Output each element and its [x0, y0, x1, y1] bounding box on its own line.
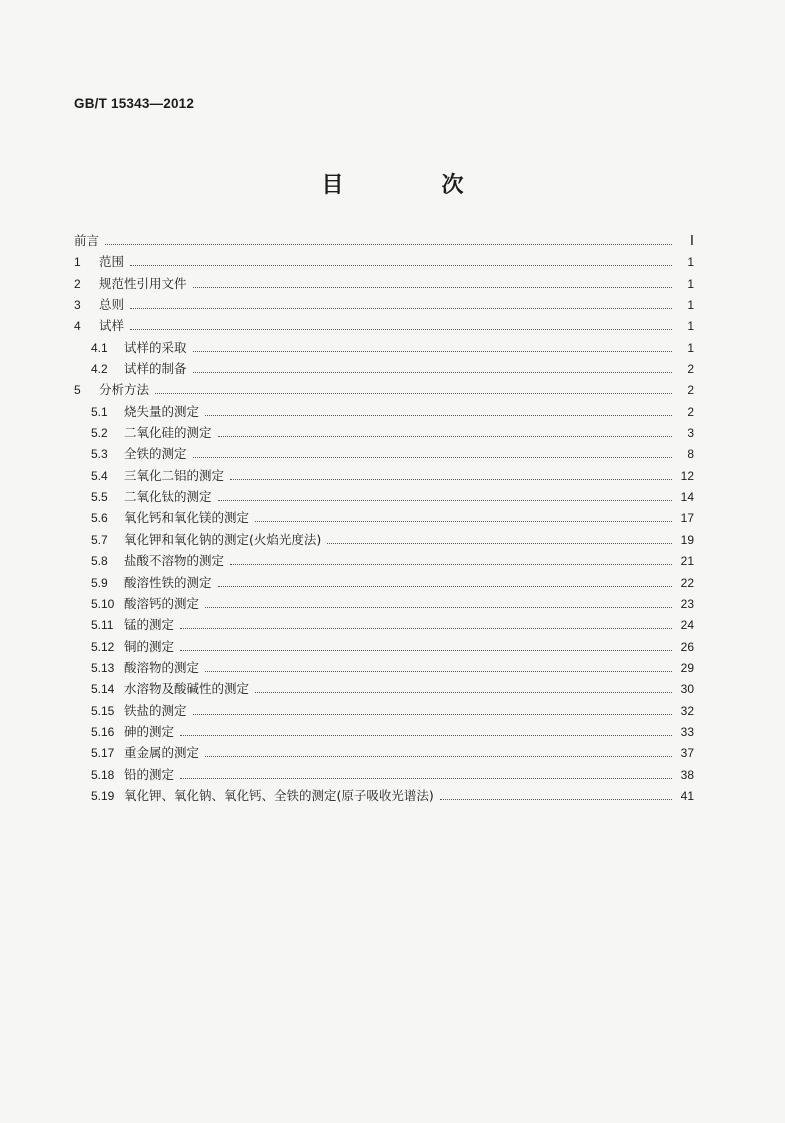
page-title: 目 次	[321, 173, 502, 198]
toc-entry-number: 5.15	[91, 703, 115, 718]
toc-entry[interactable]	[74, 573, 694, 594]
toc-entry-title: 铁盐的测定	[124, 702, 187, 718]
toc-entry[interactable]	[74, 615, 694, 636]
toc-entry[interactable]	[74, 423, 694, 444]
toc-entry[interactable]	[74, 338, 694, 359]
toc-entry-title: 酸溶钙的测定	[124, 595, 200, 611]
toc-entry-title: 总则	[99, 297, 125, 313]
toc-entry-number: 5.6	[91, 511, 108, 526]
toc-entry-title: 试样	[99, 318, 125, 334]
toc-entry-number: 5	[74, 383, 81, 398]
toc-entry-page: 1	[687, 319, 694, 334]
toc-entry-title: 全铁的测定	[124, 446, 187, 462]
toc-entry-page: 24	[680, 618, 694, 633]
toc-entry-title: 氧化钾、氧化钠、氧化钙、全铁的测定(原子吸收光谱法)	[124, 787, 434, 803]
toc-entry-number: 2	[74, 276, 81, 291]
dot-leader	[205, 671, 672, 672]
toc-entry-page: 26	[680, 639, 694, 654]
dot-leader	[193, 372, 672, 373]
toc-entry-page: 22	[680, 575, 694, 590]
toc-entry-title: 酸溶性铁的测定	[124, 574, 212, 590]
toc-entry-number: 5.8	[91, 554, 108, 569]
dot-leader	[193, 457, 672, 458]
toc-entry-title: 试样的制备	[124, 361, 187, 377]
toc-entry[interactable]	[74, 402, 694, 423]
toc-entry[interactable]	[74, 765, 694, 786]
toc-entry-page: 2	[687, 362, 694, 377]
toc-entry-title: 三氧化二铝的测定	[124, 467, 225, 483]
toc-entry-page: 33	[680, 724, 694, 739]
toc-entry-page: 21	[680, 554, 694, 569]
dot-leader	[130, 308, 672, 309]
toc-entry-title: 铜的测定	[124, 638, 175, 654]
toc-entry[interactable]	[74, 679, 694, 700]
toc-entry-number: 5.7	[91, 532, 108, 547]
toc-entry-page: 1	[687, 340, 694, 355]
dot-leader	[218, 500, 672, 501]
dot-leader	[230, 564, 672, 565]
table-of-contents	[74, 231, 694, 807]
toc-entry-title: 氧化钙和氧化镁的测定	[124, 510, 250, 526]
toc-entry-page: 38	[680, 767, 694, 782]
toc-entry-page: 30	[680, 682, 694, 697]
dot-leader	[155, 393, 672, 394]
toc-entry-number: 5.9	[91, 575, 108, 590]
toc-entry[interactable]	[74, 743, 694, 764]
toc-entry-number: 5.17	[91, 746, 115, 761]
toc-entry-title: 二氧化钛的测定	[124, 489, 212, 505]
dot-leader	[180, 650, 672, 651]
toc-entry[interactable]	[74, 252, 694, 273]
dot-leader	[205, 415, 672, 416]
dot-leader	[105, 244, 672, 245]
toc-entry-title: 重金属的测定	[124, 745, 200, 761]
toc-entry-number: 4	[74, 319, 81, 334]
toc-entry-title: 水溶物及酸碱性的测定	[124, 681, 250, 697]
dot-leader	[180, 778, 672, 779]
dot-leader	[218, 436, 672, 437]
toc-entry-title: 二氧化硅的测定	[124, 425, 212, 441]
toc-entry[interactable]	[74, 786, 694, 807]
toc-entry[interactable]	[74, 551, 694, 572]
toc-entry-number: 5.1	[91, 404, 108, 419]
toc-entry-page: 29	[680, 660, 694, 675]
toc-entry[interactable]	[74, 359, 694, 380]
toc-entry[interactable]	[74, 594, 694, 615]
toc-entry-number: 3	[74, 298, 81, 313]
toc-entry-number: 5.14	[91, 682, 115, 697]
toc-entry-title: 铅的测定	[124, 766, 175, 782]
dot-leader	[230, 479, 672, 480]
toc-entry[interactable]	[74, 444, 694, 465]
dot-leader	[193, 287, 672, 288]
toc-entry[interactable]	[74, 380, 694, 401]
toc-entry-page: 23	[680, 596, 694, 611]
toc-entry-page: 41	[680, 788, 694, 803]
toc-entry-page: Ⅰ	[689, 234, 694, 249]
toc-entry-title: 分析方法	[99, 382, 150, 398]
toc-entry-page: 17	[680, 511, 694, 526]
toc-entry-number: 4.1	[91, 340, 108, 355]
toc-entry-number: 5.4	[91, 468, 108, 483]
dot-leader	[193, 351, 672, 352]
toc-entry-page: 32	[680, 703, 694, 718]
toc-entry[interactable]	[74, 658, 694, 679]
dot-leader	[193, 714, 672, 715]
dot-leader	[255, 692, 672, 693]
toc-entry-title: 前言	[74, 233, 100, 248]
toc-entry-number: 1	[74, 255, 81, 270]
toc-entry[interactable]	[74, 466, 694, 487]
dot-leader	[255, 521, 672, 522]
toc-entry-title: 烧失量的测定	[124, 403, 200, 419]
toc-entry-number: 5.18	[91, 767, 115, 782]
toc-entry-page: 1	[687, 276, 694, 291]
toc-entry-title: 盐酸不溶物的测定	[124, 553, 225, 569]
toc-entry[interactable]	[74, 295, 694, 316]
toc-entry-page: 14	[680, 490, 694, 505]
dot-leader	[327, 543, 672, 544]
toc-entry-page: 1	[687, 255, 694, 270]
toc-entry-page: 2	[687, 404, 694, 419]
toc-entry-number: 5.12	[91, 639, 115, 654]
toc-entry[interactable]	[74, 722, 694, 743]
toc-entry-number: 5.13	[91, 660, 115, 675]
toc-entry-page: 2	[687, 383, 694, 398]
toc-entry-page: 1	[687, 298, 694, 313]
toc-entry-title: 规范性引用文件	[99, 275, 187, 291]
toc-entry[interactable]	[74, 637, 694, 658]
toc-entry-number: 5.16	[91, 724, 115, 739]
toc-entry[interactable]	[74, 316, 694, 337]
toc-entry[interactable]	[74, 487, 694, 508]
toc-entry-page: 19	[680, 532, 694, 547]
toc-entry-title: 试样的采取	[124, 339, 187, 355]
dot-leader	[180, 628, 672, 629]
dot-leader	[205, 756, 672, 757]
toc-entry-number: 5.2	[91, 426, 108, 441]
toc-entry-page: 37	[680, 746, 694, 761]
toc-entry-number: 5.19	[91, 788, 115, 803]
toc-entry-title: 砷的测定	[124, 723, 175, 739]
dot-leader	[130, 329, 672, 330]
dot-leader	[440, 799, 672, 800]
toc-entry[interactable]	[74, 530, 694, 551]
toc-entry-title: 酸溶物的测定	[124, 659, 200, 675]
dot-leader	[205, 607, 672, 608]
toc-entry-number: 5.11	[91, 618, 114, 633]
toc-entry-page: 8	[687, 447, 694, 462]
toc-entry-number: 4.2	[91, 362, 108, 377]
toc-entry[interactable]	[74, 701, 694, 722]
toc-entry-number: 5.10	[91, 596, 115, 611]
toc-entry-title: 范围	[99, 254, 125, 270]
toc-entry[interactable]	[74, 274, 694, 295]
toc-entry-page: 12	[680, 468, 694, 483]
standard-code: GB/T 15343—2012	[74, 96, 195, 111]
dot-leader	[180, 735, 672, 736]
dot-leader	[218, 586, 672, 587]
toc-entry[interactable]	[74, 231, 694, 252]
toc-entry-page: 3	[687, 426, 694, 441]
toc-entry[interactable]	[74, 508, 694, 529]
toc-entry-title: 氧化钾和氧化钠的测定(火焰光度法)	[124, 531, 322, 547]
toc-entry-title: 锰的测定	[124, 617, 175, 633]
toc-entry-number: 5.3	[91, 447, 108, 462]
dot-leader	[130, 265, 672, 266]
toc-entry-number: 5.5	[91, 490, 108, 505]
